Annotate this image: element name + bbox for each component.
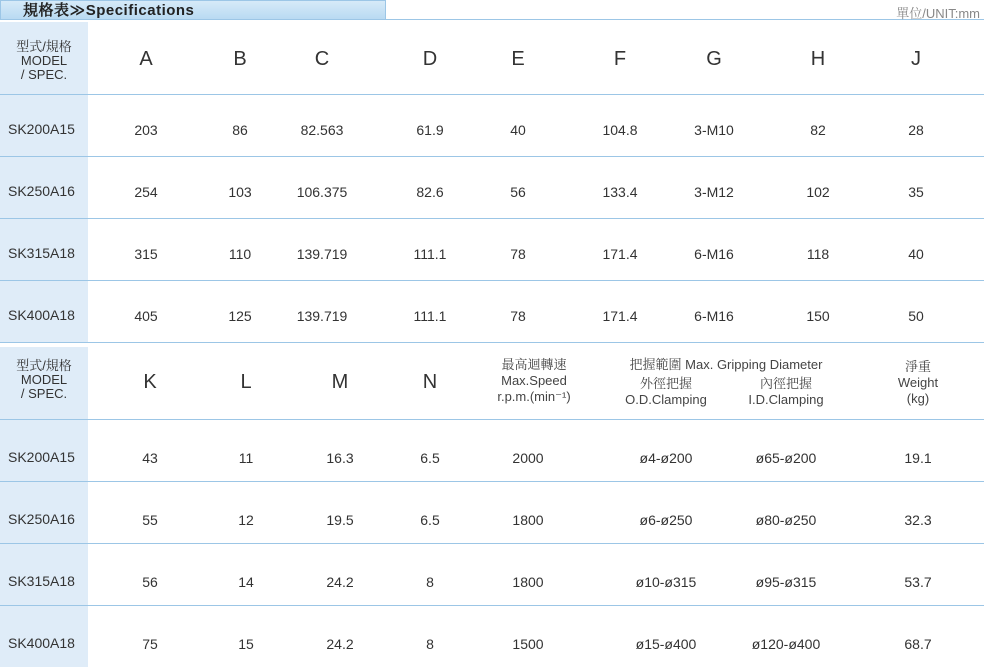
model-header-line: 型式/規格: [16, 39, 72, 54]
table-cell: 6-M16: [694, 246, 734, 262]
table-cell: ø15-ø400: [635, 636, 697, 652]
table-cell: 171.4: [602, 308, 638, 324]
table-cell: 19.1: [904, 450, 932, 466]
table-cell: 24.2: [326, 574, 354, 590]
table-cell: 14: [238, 574, 254, 590]
table-cell: 1800: [512, 574, 544, 590]
model-header-line: MODEL: [20, 372, 68, 387]
model-name: SK250A16: [8, 183, 75, 199]
table-cell: 118: [806, 246, 830, 262]
column-header-d: D: [422, 48, 438, 70]
column-header-g: G: [706, 48, 722, 70]
table-cell: 11: [238, 450, 254, 466]
table-cell: 35: [908, 184, 924, 200]
row-rule: [0, 543, 984, 544]
table-cell: 24.2: [326, 636, 354, 652]
model-header-line: / SPEC.: [20, 386, 68, 401]
table-cell: 6.5: [420, 450, 440, 466]
table-cell: ø65-ø200: [755, 450, 817, 466]
grip-header: 把握範圍 Max. Gripping Diameter: [629, 357, 823, 372]
section-title: 規格表≫Specifications: [0, 0, 386, 20]
table-cell: ø4-ø200: [639, 450, 693, 466]
table-cell: 82.563: [300, 122, 344, 138]
table-cell: 8: [426, 574, 434, 590]
table-cell: 1500: [512, 636, 544, 652]
model-header: [0, 359, 88, 401]
table-cell: 6-M16: [694, 308, 734, 324]
id-header: [748, 376, 823, 408]
table-cell: 111.1: [413, 308, 447, 324]
column-header-f: F: [613, 48, 627, 70]
table-cell: 55: [142, 512, 158, 528]
table-cell: 75: [142, 636, 158, 652]
unit-label: 單位/UNIT:mm: [896, 6, 980, 21]
table-cell: 82: [810, 122, 826, 138]
table-cell: 3-M12: [694, 184, 734, 200]
table-cell: 171.4: [602, 246, 638, 262]
table-cell: 19.5: [326, 512, 354, 528]
model-header-line: / SPEC.: [20, 67, 68, 82]
table-cell: ø95-ø315: [755, 574, 817, 590]
id-header-line: 內徑把握: [759, 376, 813, 391]
table-cell: 102: [806, 184, 830, 200]
speed-header-line: Max.Speed: [501, 373, 567, 388]
row-rule: [0, 605, 984, 606]
table-cell: 82.6: [416, 184, 444, 200]
column-header-b: B: [233, 48, 247, 70]
model-header-line: 型式/規格: [16, 358, 72, 373]
table-cell: 103: [228, 184, 252, 200]
table-cell: 6.5: [420, 512, 440, 528]
table-cell: 150: [806, 308, 830, 324]
row-rule: [0, 280, 984, 281]
column-header-m: M: [331, 371, 349, 393]
table-cell: 203: [134, 122, 158, 138]
speed-header-line: r.p.m.(min⁻¹): [497, 389, 571, 404]
id-header-line: I.D.Clamping: [748, 392, 824, 407]
weight-header: [898, 359, 938, 407]
table-cell: 106.375: [296, 184, 348, 200]
column-header-e: E: [511, 48, 525, 70]
model-name: SK200A15: [8, 121, 75, 137]
row-rule: [0, 156, 984, 157]
table-cell: 110: [228, 246, 252, 262]
table-cell: 56: [142, 574, 158, 590]
row-rule: [0, 342, 984, 343]
table-cell: ø10-ø315: [635, 574, 697, 590]
speed-header-line: 最高迴轉速: [501, 357, 567, 372]
weight-header-line: (kg): [906, 391, 930, 406]
header-rule: [0, 94, 984, 95]
column-header-j: J: [911, 48, 921, 70]
table-cell: 16.3: [326, 450, 354, 466]
weight-header-line: Weight: [897, 375, 939, 390]
model-name: SK250A16: [8, 511, 75, 527]
table-cell: 61.9: [416, 122, 444, 138]
row-rule: [0, 481, 984, 482]
header-rule: [0, 419, 984, 420]
table-cell: 78: [510, 308, 526, 324]
table-cell: 53.7: [904, 574, 932, 590]
table-cell: 405: [134, 308, 158, 324]
model-name: SK315A18: [8, 573, 75, 589]
table-cell: 111.1: [413, 246, 447, 262]
row-rule: [0, 218, 984, 219]
od-header: [625, 376, 707, 408]
table-cell: 56: [510, 184, 526, 200]
column-header-c: C: [314, 48, 330, 70]
table-cell: 139.719: [296, 308, 348, 324]
table-cell: 125: [228, 308, 252, 324]
table-cell: 8: [426, 636, 434, 652]
model-name: SK400A18: [8, 307, 75, 323]
table-cell: 28: [908, 122, 924, 138]
table-cell: 86: [232, 122, 248, 138]
table-cell: 133.4: [602, 184, 638, 200]
title-divider: [386, 19, 984, 20]
table-cell: 40: [908, 246, 924, 262]
table-cell: 104.8: [602, 122, 638, 138]
table-cell: 78: [510, 246, 526, 262]
column-header-a: A: [139, 48, 153, 70]
table-cell: ø120-ø400: [751, 636, 821, 652]
weight-header-line: 淨重: [904, 359, 932, 374]
table-cell: 139.719: [296, 246, 348, 262]
speed-header: [497, 357, 570, 405]
table-cell: ø6-ø250: [639, 512, 693, 528]
table-cell: 3-M10: [694, 122, 734, 138]
table-cell: 12: [238, 512, 254, 528]
table-cell: 43: [142, 450, 158, 466]
table-cell: 2000: [512, 450, 544, 466]
column-header-k: K: [143, 371, 157, 393]
model-header: [0, 40, 88, 82]
column-header-h: H: [810, 48, 826, 70]
model-name: SK200A15: [8, 449, 75, 465]
table-cell: 315: [134, 246, 158, 262]
table-cell: 254: [134, 184, 158, 200]
table-cell: 32.3: [904, 512, 932, 528]
column-header-n: N: [422, 371, 438, 393]
column-header-l: L: [240, 371, 252, 393]
model-name: SK315A18: [8, 245, 75, 261]
table-cell: 40: [510, 122, 526, 138]
table-cell: ø80-ø250: [755, 512, 817, 528]
od-header-line: 外徑把握: [639, 376, 693, 391]
table-cell: 50: [908, 308, 924, 324]
table-cell: 68.7: [904, 636, 932, 652]
table-cell: 15: [238, 636, 254, 652]
table-cell: 1800: [512, 512, 544, 528]
model-header-line: MODEL: [20, 53, 68, 68]
od-header-line: O.D.Clamping: [625, 392, 707, 407]
model-name: SK400A18: [8, 635, 75, 651]
